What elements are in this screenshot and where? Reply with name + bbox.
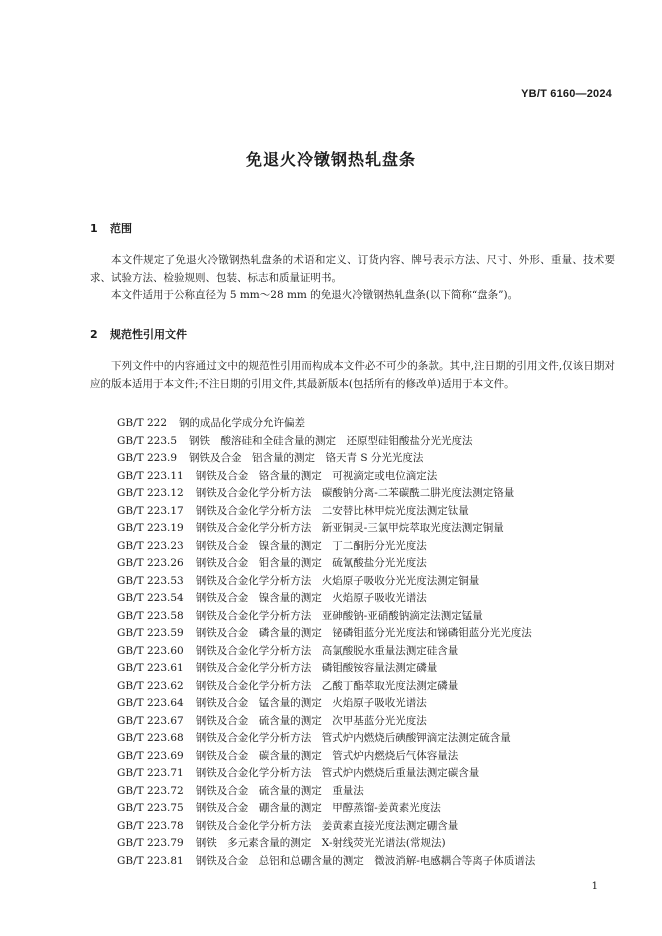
document-code: YB/T 6160—2024: [521, 88, 612, 100]
reference-code: GB/T 223.5: [117, 434, 178, 447]
reference-code: GB/T 223.59: [117, 627, 184, 639]
scope-paragraph-1: 本文件规定了免退火冷镦钢热轧盘条的术语和定义、订货内容、牌号表示方法、尺寸、外形、重量、技术要求、试验方法、检验规则、包装、标志和质量证明书。: [90, 254, 615, 284]
reference-list: [117, 415, 617, 870]
reference-code: GB/T 223.9: [117, 452, 178, 464]
section-1-number: 1: [90, 222, 98, 235]
reference-item: [117, 485, 617, 503]
reference-code: GB/T 223.69: [117, 749, 184, 762]
reference-title: 钢铁及合金化学分析方法 二安替比林甲烷光度法测定钛量: [195, 504, 469, 517]
reference-title: 钢铁及合金 磷含量的测定 铋磷钼蓝分光光度法和锑磷钼蓝分光光度法: [195, 627, 532, 639]
reference-item: [117, 415, 617, 433]
reference-title: 钢铁及合金 硼含量的测定 甲醇蒸馏-姜黄素光度法: [195, 802, 441, 814]
scope-paragraph-2: 本文件适用于公称直径为 5 mm～28 mm 的免退火冷镦钢热轧盘条(以下简称“盘条”)。: [111, 289, 519, 301]
reference-title: 钢铁及合金化学分析方法 姜黄素直接光度法测定硼含量: [195, 819, 459, 832]
reference-title: 钢铁及合金 铝含量的测定 铬天青 S 分光光度法: [189, 452, 424, 464]
reference-code: GB/T 223.23: [117, 539, 184, 552]
reference-code: GB/T 223.64: [117, 697, 184, 709]
reference-code: GB/T 223.58: [117, 609, 184, 622]
reference-title: 钢铁及合金化学分析方法 管式炉内燃烧后碘酸钾滴定法测定硫含量: [195, 732, 511, 744]
reference-item: [117, 695, 617, 713]
reference-code: GB/T 223.71: [117, 767, 184, 779]
reference-title: 钢铁及合金 铬含量的测定 可视滴定或电位滴定法: [195, 469, 438, 482]
reference-code: GB/T 223.26: [117, 557, 184, 569]
reference-title: 钢铁及合金 硫含量的测定 次甲基蓝分光光度法: [195, 714, 427, 727]
reference-code: GB/T 223.75: [117, 802, 184, 814]
reference-title: 钢铁及合金化学分析方法 高氯酸脱水重量法测定硅含量: [195, 644, 459, 657]
reference-title: 钢铁及合金化学分析方法 乙酸丁酯萃取光度法测定磷量: [195, 679, 459, 692]
reference-item: [117, 643, 617, 661]
reference-item: [117, 625, 617, 643]
reference-item: [117, 783, 617, 801]
reference-code: GB/T 223.68: [117, 732, 184, 744]
reference-code: GB/T 223.72: [117, 784, 184, 797]
reference-code: GB/T 222: [117, 417, 168, 429]
reference-item: [117, 450, 617, 468]
reference-item: [117, 730, 617, 748]
reference-code: GB/T 223.54: [117, 592, 184, 604]
reference-title: 钢铁及合金 总铝和总硼含量的测定 微波消解-电感耦合等离子体质谱法: [195, 854, 536, 867]
reference-item: [117, 538, 617, 556]
reference-title: 钢铁及合金 硫含量的测定 重量法: [195, 784, 364, 797]
section-1-body: [90, 252, 615, 305]
reference-item: [117, 503, 617, 521]
reference-title: 钢铁及合金化学分析方法 新亚铜灵-三氯甲烷萃取光度法测定铜量: [195, 522, 504, 534]
reference-item: [117, 608, 617, 626]
reference-item: [117, 433, 617, 451]
reference-code: GB/T 223.17: [117, 504, 184, 517]
section-2-intro: [90, 358, 615, 393]
reference-title: 钢的成品化学成分允许偏差: [179, 417, 306, 429]
reference-code: GB/T 223.81: [117, 854, 184, 867]
reference-item: [117, 835, 617, 853]
reference-code: GB/T 223.53: [117, 574, 184, 587]
reference-code: GB/T 223.78: [117, 819, 184, 832]
reference-item: [117, 765, 617, 783]
reference-title: 钢铁及合金 镍含量的测定 丁二酮肟分光光度法: [195, 539, 427, 552]
reference-item: [117, 853, 617, 871]
document-title: 免退火冷镦钢热轧盘条: [245, 150, 416, 169]
reference-item: [117, 573, 617, 591]
reference-item: [117, 818, 617, 836]
reference-item: [117, 520, 617, 538]
reference-code: GB/T 223.79: [117, 837, 184, 849]
reference-title: 钢铁及合金 锰含量的测定 火焰原子吸收光谱法: [195, 697, 427, 709]
reference-code: GB/T 223.61: [117, 662, 184, 674]
reference-title: 钢铁及合金化学分析方法 火焰原子吸收分光光度法测定铜量: [195, 574, 480, 587]
reference-item: [117, 678, 617, 696]
reference-title: 钢铁及合金化学分析方法 管式炉内燃烧后重量法测定碳含量: [195, 767, 480, 779]
reference-item: [117, 748, 617, 766]
reference-title: 钢铁及合金 镍含量的测定 火焰原子吸收光谱法: [195, 592, 427, 604]
section-1-title: 范围: [110, 222, 132, 235]
reference-title: 钢铁及合金化学分析方法 磷钼酸铵容量法测定磷量: [195, 662, 438, 674]
reference-code: GB/T 223.67: [117, 714, 184, 727]
reference-title: 钢铁及合金化学分析方法 碳酸钠分离-二苯碳酰二肼光度法测定铬量: [195, 487, 515, 499]
reference-title: 钢铁 酸溶硅和全硅含量的测定 还原型硅钼酸盐分光光度法: [189, 434, 473, 447]
page-number: 1: [591, 881, 598, 892]
reference-item: [117, 590, 617, 608]
reference-code: GB/T 223.12: [117, 487, 184, 499]
reference-title: 钢铁及合金 碳含量的测定 管式炉内燃烧后气体容量法: [195, 749, 459, 762]
reference-title: 钢铁及合金 钼含量的测定 硫氰酸盐分光光度法: [195, 557, 427, 569]
reference-title: 钢铁及合金化学分析方法 亚砷酸钠-亚硝酸钠滴定法测定锰量: [195, 609, 483, 622]
reference-code: GB/T 223.60: [117, 644, 184, 657]
reference-item: [117, 660, 617, 678]
reference-item: [117, 468, 617, 486]
section-2-heading: [90, 326, 187, 342]
section-2-number: 2: [90, 328, 98, 341]
reference-code: GB/T 223.62: [117, 679, 184, 692]
reference-item: [117, 800, 617, 818]
reference-code: GB/T 223.19: [117, 522, 184, 534]
section-1-heading: [90, 220, 132, 236]
reference-item: [117, 713, 617, 731]
reference-code: GB/T 223.11: [117, 469, 184, 482]
reference-title: 钢铁 多元素含量的测定 X-射线荧光光谱法(常规法): [195, 837, 446, 849]
references-intro-paragraph: 下列文件中的内容通过文中的规范性引用而构成本文件必不可少的条款。其中,注日期的引用文件,仅该日期对应的版本适用于本文件;不注日期的引用文件,其最新版本(包括所有的修改单)适用于本文件。: [90, 360, 615, 390]
section-2-title: 规范性引用文件: [110, 328, 187, 341]
reference-item: [117, 555, 617, 573]
